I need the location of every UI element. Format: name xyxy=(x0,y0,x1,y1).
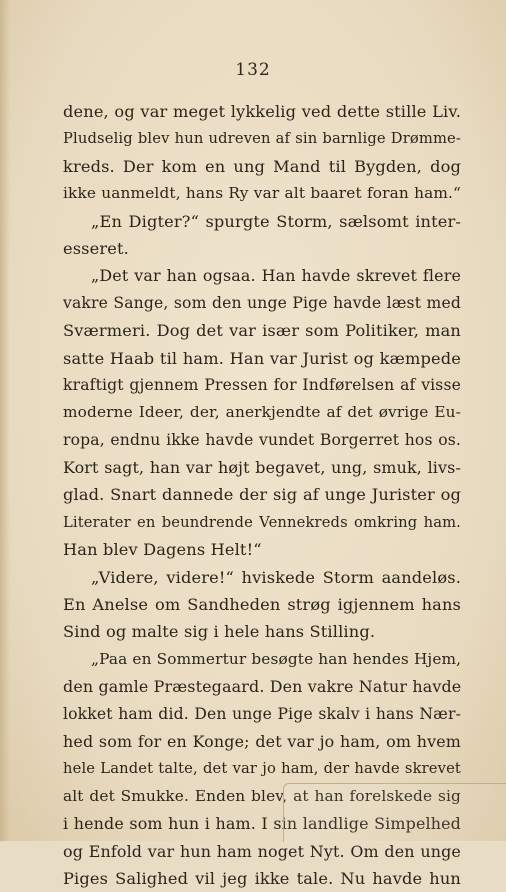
text-line: alt det Smukke. Enden blev, at han forelskede sig xyxy=(63,786,461,805)
library-stamp-box xyxy=(283,783,506,842)
text-line: glad. Snart dannede der sig af unge Jurister og xyxy=(63,485,461,505)
text-line: dene, og var meget lykkelig ved dette stille Liv. xyxy=(63,102,461,121)
text-line: og Enfold var hun ham noget Nyt. Om den unge xyxy=(63,841,461,861)
text-line: den gamle Præstegaard. Den vakre Natur havde xyxy=(63,677,462,697)
page-gutter-shadow xyxy=(0,0,10,841)
text-line: „Videre, videre!“ hviskede Storm aandeløs. xyxy=(91,567,461,587)
text-line: ropa, endnu ikke havde vundet Borgerret hos os. xyxy=(63,430,461,449)
text-line: Han blev Dagens Helt!“ xyxy=(63,540,262,560)
text-line: Pludselig blev hun udreven af sin barnlige Drømme- xyxy=(63,130,461,148)
text-line: kraftigt gjennem Pressen for Indførelsen af visse xyxy=(63,375,461,394)
text-line: Kort sagt, han var højt begavet, ung, smuk, livs- xyxy=(63,458,461,478)
text-line: Sværmeri. Dog det var især som Politiker, man xyxy=(63,321,461,341)
text-line: esseret. xyxy=(63,238,129,258)
text-line: satte Haab til ham. Han var Jurist og kæmpede xyxy=(63,348,461,368)
text-line: En Anelse om Sandheden strøg igjennem hans xyxy=(63,595,461,615)
text-line: i hende som hun i ham. I sin landlige Simpelhed xyxy=(63,814,461,834)
text-line: moderne Ideer, der, anerkjendte af det øvrige Eu- xyxy=(63,403,461,422)
page-number: 132 xyxy=(235,60,271,80)
text-line: vakre Sange, som den unge Pige havde læst med xyxy=(63,293,461,312)
text-line: „Paa en Sommertur besøgte han hendes Hjem, xyxy=(91,649,462,668)
text-line: lokket ham did. Den unge Pige skalv i hans Nær- xyxy=(63,704,461,723)
text-line: hed som for en Konge; det var jo ham, om hvem xyxy=(63,731,461,751)
text-line: Piges Salighed vil jeg ikke tale. Nu havde hun xyxy=(63,868,461,888)
text-line: kreds. Der kom en ung Mand til Bygden, dog xyxy=(63,156,461,176)
text-line: hele Landet talte, det var jo ham, der havde skrevet xyxy=(63,760,461,778)
text-line: „En Digter?“ spurgte Storm, sælsomt inter- xyxy=(91,211,461,231)
text-line: Literater en beundrende Vennekreds omkring ham. xyxy=(63,513,461,531)
text-line: ikke uanmeldt, hans Ry var alt baaret foran ham.“ xyxy=(63,184,461,203)
text-line: Sind og malte sig i hele hans Stilling. xyxy=(63,622,376,642)
text-line: „Det var han ogsaa. Han havde skrevet flere xyxy=(91,266,461,286)
body-text xyxy=(63,98,461,892)
